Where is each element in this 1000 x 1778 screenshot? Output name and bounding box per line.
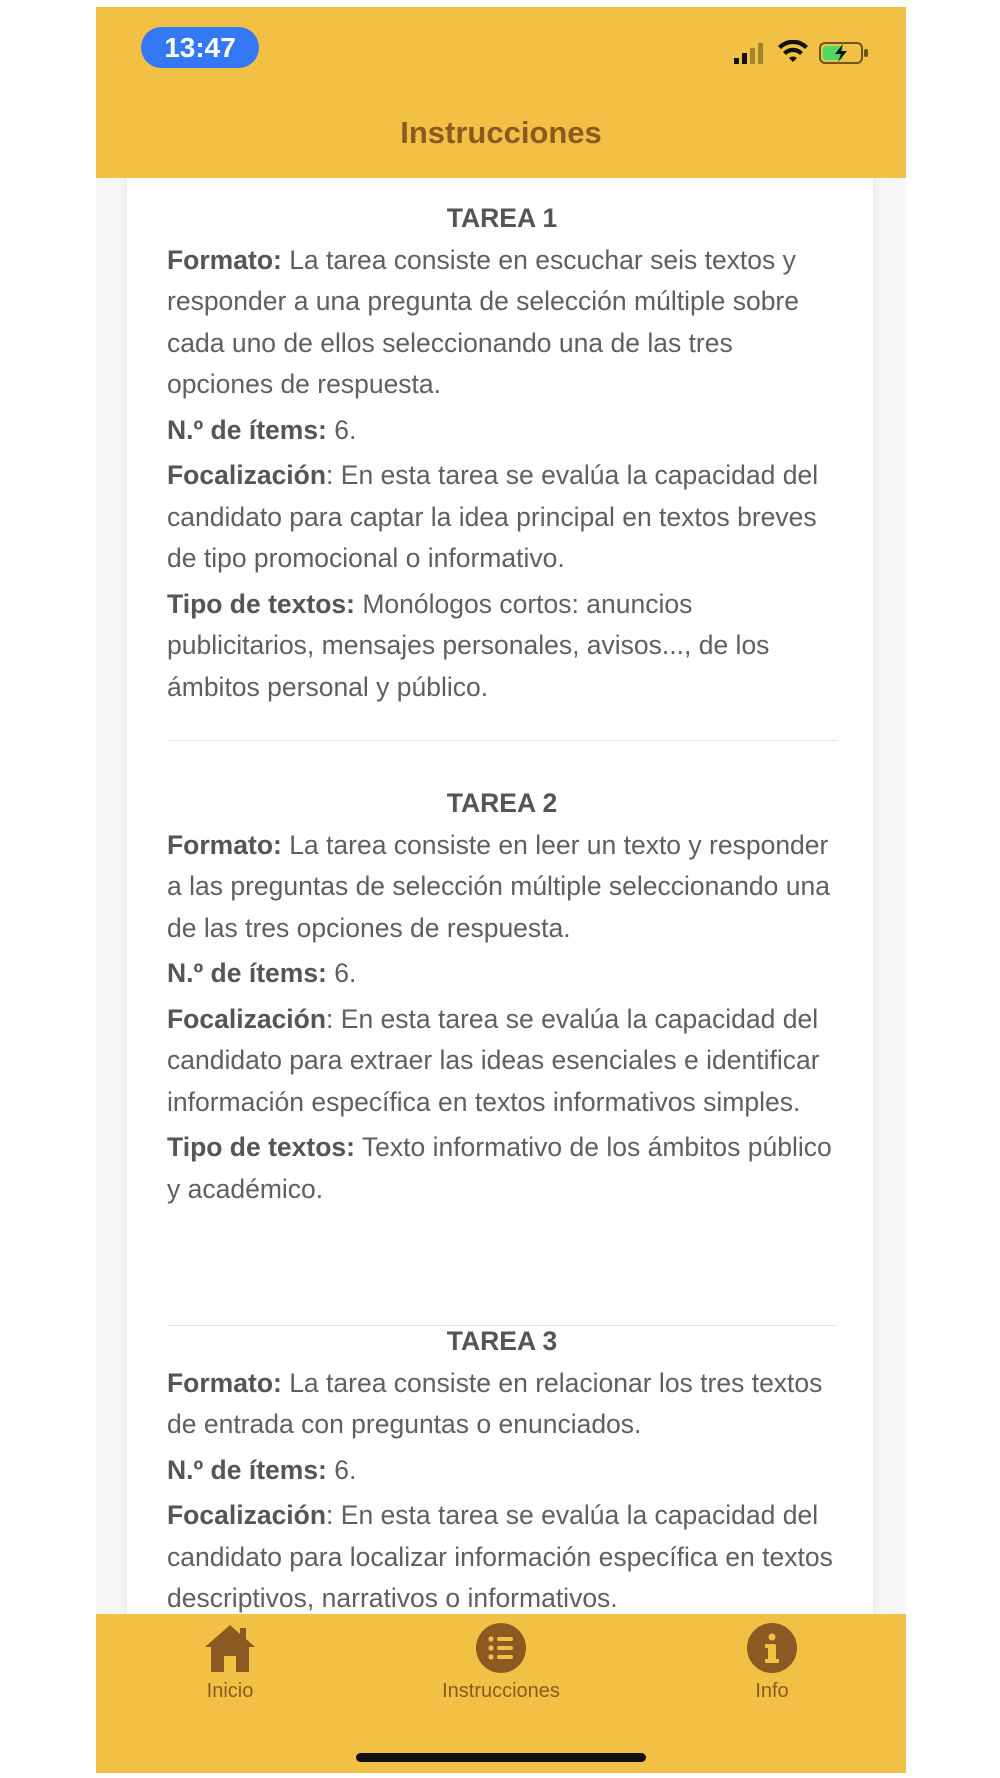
- task-section: [167, 198, 837, 712]
- task-format: Formato: La tarea consiste en escuchar seis textos y responder a una pregunta de selección múltiple sobre cada uno de ellos seleccionando una de las tres opciones de respuesta.: [167, 244, 799, 399]
- header-bar: [96, 7, 906, 178]
- info-icon: [746, 1622, 798, 1674]
- home-indicator: [356, 1753, 646, 1762]
- wifi-icon: [777, 40, 809, 66]
- tab-info[interactable]: [672, 1622, 872, 1703]
- divider: [167, 740, 837, 741]
- task-format: Formato: La tarea consiste en relacionar los tres textos de entrada con preguntas o enunciados.: [167, 1367, 823, 1439]
- task-items: N.º de ítems: 6.: [167, 414, 357, 445]
- status-time: 13:47: [141, 27, 259, 68]
- task-items: N.º de ítems: 6.: [167, 958, 357, 988]
- signal-icon: [734, 42, 770, 66]
- task-focus: Focalización: En esta tarea se evalúa la capacidad del candidato para extraer las ideas esenciales e identificar información específica en textos informativos simples.: [167, 1003, 820, 1117]
- instructions-scroll-area[interactable]: [127, 178, 873, 1614]
- task-focus: Focalización: En esta tarea se evalúa la capacidad del candidato para captar la idea principal en textos breves de tipo promocional o informativo.: [167, 460, 819, 573]
- task-section: [167, 783, 837, 1214]
- tab-inicio[interactable]: [130, 1622, 330, 1703]
- tab-label: Inicio: [206, 1680, 254, 1702]
- task-title: TAREA 1: [446, 203, 558, 233]
- task-focus: Focalización: En esta tarea se evalúa la capacidad del candidato para localizar información específica en textos descriptivos, narrativos o informativos.: [167, 1500, 833, 1613]
- phone-screen: [96, 7, 906, 1773]
- tab-label: Instrucciones: [442, 1680, 560, 1702]
- task-title: TAREA 3: [446, 1326, 558, 1356]
- task-title: TAREA 2: [446, 788, 558, 818]
- tab-bar: [96, 1614, 906, 1773]
- home-icon: [202, 1622, 258, 1674]
- battery-icon: [819, 40, 871, 66]
- list-icon: [475, 1622, 527, 1674]
- task-format: Formato: La tarea consiste en leer un texto y responder a las preguntas de selección múltiple seleccionando una de las tres opciones de respuesta.: [167, 829, 830, 943]
- page-title: Instrucciones: [400, 115, 602, 150]
- task-text-types: Tipo de textos: Texto informativo de los ámbitos público y académico.: [167, 1132, 832, 1204]
- tab-label: Info: [755, 1680, 789, 1702]
- task-text-types: Tipo de textos: Monólogos cortos: anuncios publicitarios, mensajes personales, avisos..., de los ámbitos personal y público.: [167, 588, 770, 702]
- tab-instrucciones[interactable]: [401, 1622, 601, 1703]
- task-items: N.º de ítems: 6.: [167, 1454, 357, 1485]
- task-section: [167, 1321, 837, 1614]
